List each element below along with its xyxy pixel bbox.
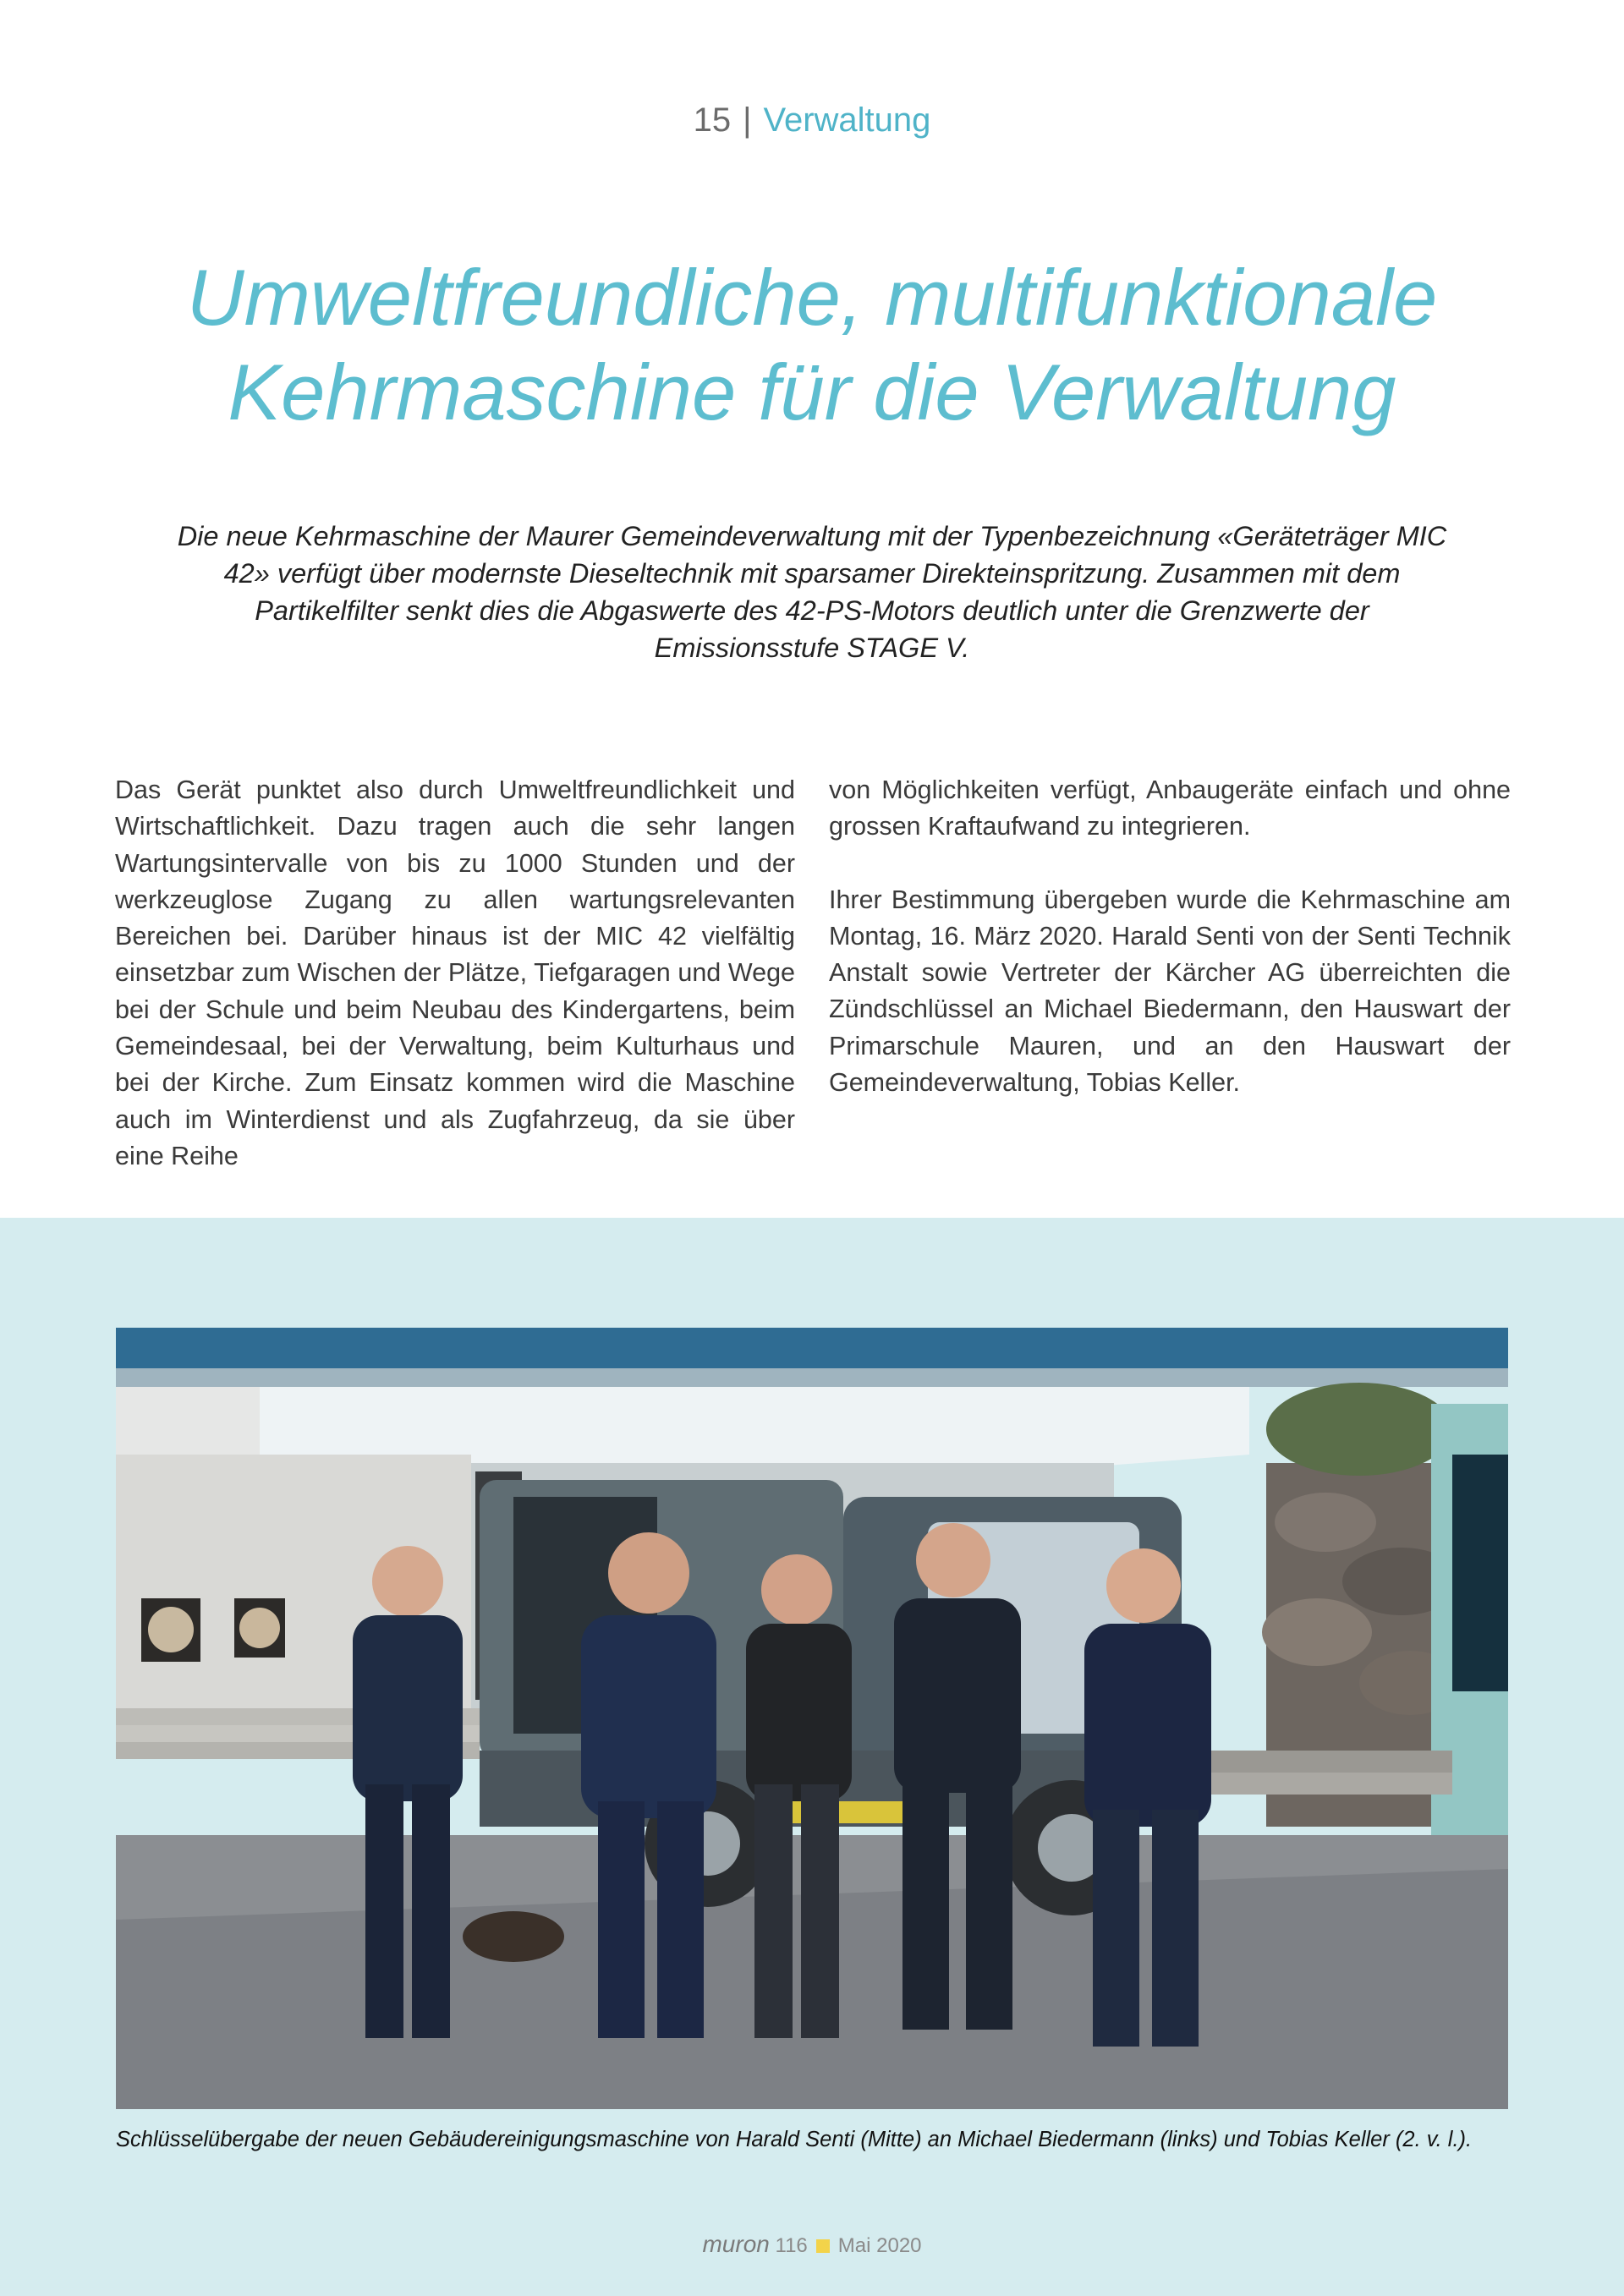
article-lead: Die neue Kehrmaschine der Maurer Gemeindeverwaltung mit der Typenbezeichnung «Geräteträger MIC 42» verfügt über modernste Dieseltechnik mit sparsamer Direkteinspritzung. Zusammen mit dem Partikelfilter senkt dies die Abgaswerte des 42-PS-Motors deutlich unter die Grenzwerte der Emissionsstufe STAGE V. [177,521,1447,663]
title-line-2: Kehrmaschine für die Verwaltung [228,348,1396,436]
body-paragraph: von Möglichkeiten verfügt, Anbaugeräte einfach und ohne grossen Kraftaufwand zu integrieren. [829,775,1511,841]
magazine-name: muron [702,2231,770,2257]
header-separator: | [743,101,752,139]
title-line-1: Umweltfreundliche, multifunktionale [186,253,1438,342]
page-number: 15 [693,101,732,139]
page-footer [0,2229,1624,2261]
photo-caption: Schlüsselübergabe der neuen Gebäudereinigungsmaschine von Harald Senti (Mitte) an Michael Biedermann (links) und Tobias Keller (2. v. l.). [116,2128,1473,2151]
section-name: Verwaltung [763,101,931,139]
footer-marker-icon [816,2239,830,2253]
article-photo [116,1328,1508,2109]
body-paragraph: Ihrer Bestimmung übergeben wurde die Kehrmaschine am Montag, 16. März 2020. Harald Senti von der Senti Technik Anstalt sowie Vertreter der Kärcher AG überreichten die Zündschlüssel an Michael Biedermann, den Hauswart der Primarschule Mauren, und an den Hauswart der Gemeindeverwaltung, Tobias Keller. [829,885,1511,1098]
article-title [0,250,1624,440]
body-column-right [829,772,1511,1101]
issue-number: 116 [775,2234,808,2257]
body-column-left [115,772,795,1175]
issue-date: Mai 2020 [837,2234,922,2257]
photo-illustration [116,1328,1508,2109]
page-header [0,98,1624,142]
body-paragraph: Das Gerät punktet also durch Umweltfreundlichkeit und Wirtschaftlichkeit. Dazu tragen auch die sehr langen Wartungsintervalle von bis zu 1000 Stunden und der werkzeuglose Zugang zu allen wartungsrelevanten Bereichen bei. Darüber hinaus ist der MIC 42 vielfältig einsetzbar zum Wischen der Plätze, Tiefgaragen und Wege bei der Schule und beim Neubau des Kindergartens, beim Gemeindesaal, bei der Verwaltung, beim Kulturhaus und bei der Kirche. Zum Einsatz kommen wird die Maschine auch im Winterdienst und als Zugfahrzeug, da sie über eine Reihe [115,775,795,1170]
